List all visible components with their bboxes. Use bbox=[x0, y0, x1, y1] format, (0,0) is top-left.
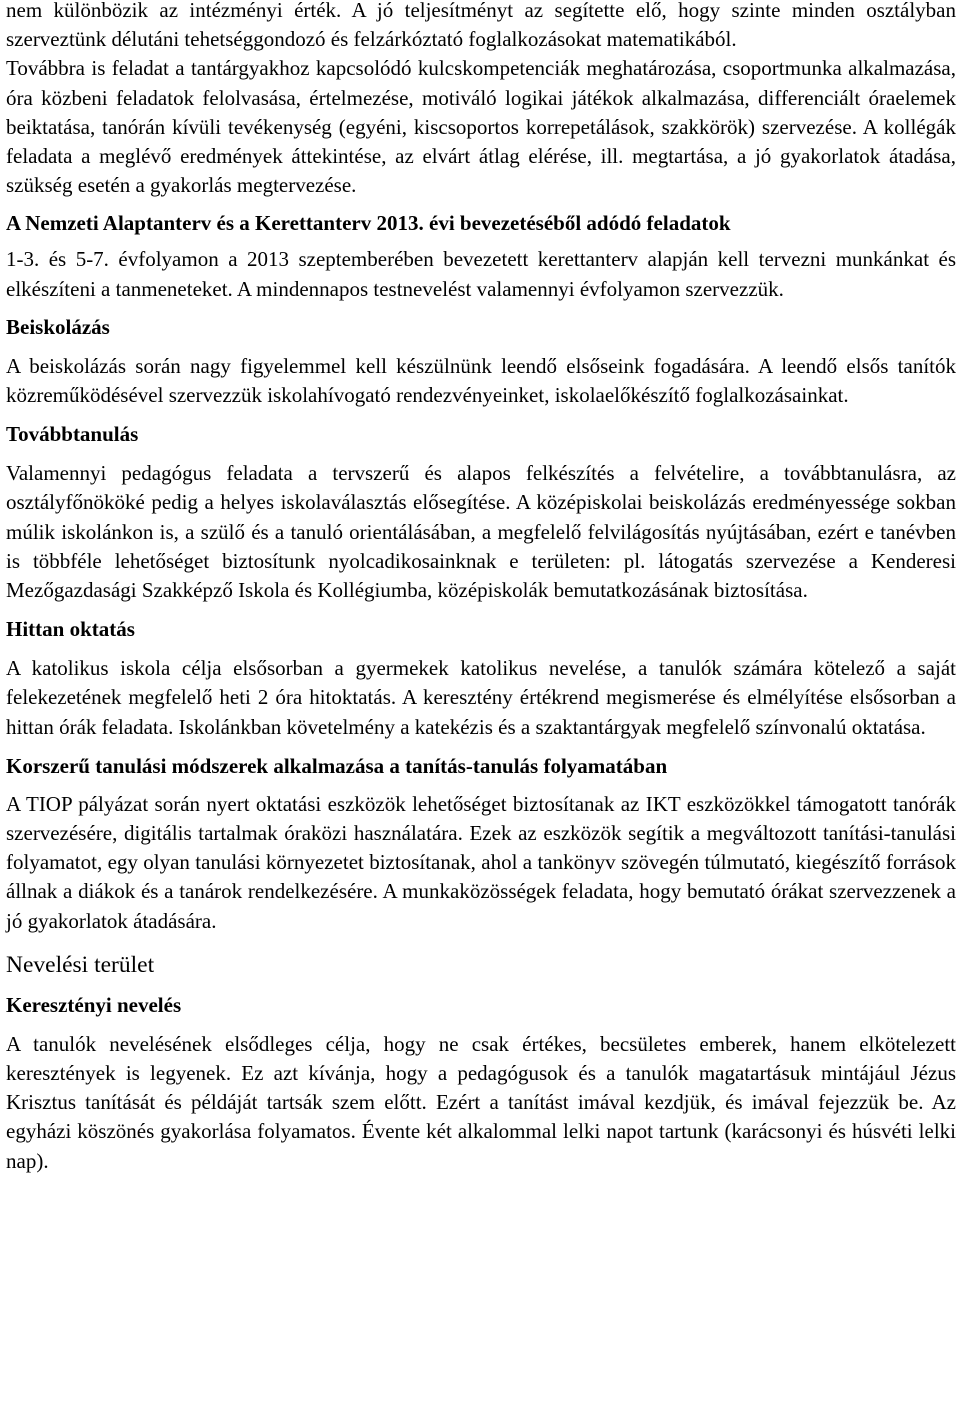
korszeru-heading: Korszerű tanulási módszerek alkalmazása a tanítás-tanulás folyamatában bbox=[6, 753, 668, 778]
tovabbtanulas-heading: Továbbtanulás bbox=[6, 422, 139, 447]
beiskolazas-paragraph: A beiskolázás során nagy figyelemmel kell készülnünk leendő elsőseink fogadására. A leendő elsős tanítók közreműködésével szervezzük iskolahívogató rendezvényeinket, iskolaelőkészítő foglalkozásainkat. bbox=[6, 353, 956, 408]
korszeru-paragraph: A TIOP pályázat során nyert oktatási eszközök lehetőséget biztosítanak az IKT eszközökkel támogatott tanórák szervezésére, digitális tartalmak óraközi használatára. Ezek az eszközök segítik a megváltozott tanítási-tanulási folyamatot, egy olyan tanulási környezetet biztosítanak, ahol a tankönyv szövegén túlmutató, kiegészítő források állnak a diákok és a tanárok rendelkezésére. A munkaközösségek feladata, hogy bemutató órákat szervezzenek a jó gyakorlatok átadására. bbox=[6, 791, 956, 933]
neveles-heading: Nevelési terület bbox=[6, 951, 155, 978]
hittan-paragraph: A katolikus iskola célja elsősorban a gyermekek katolikus nevelése, a tanulók számára kötelező a saját felekezetének megfelelő heti 2 óra hitoktatás. A keresztény értékrend megismerése és elmélyítése elsősorban a hittan órák feladata. Iskolánkban követelmény a katekézis és a szaktantárgyak megfelelő színvonalú oktatása. bbox=[6, 656, 956, 739]
document-page bbox=[6, 0, 956, 1176]
hittan-heading: Hittan oktatás bbox=[6, 617, 135, 642]
beiskolazas-heading: Beiskolázás bbox=[6, 314, 110, 339]
tasks-paragraph: Továbbra is feladat a tantárgyakhoz kapcsolódó kulcskompetenciák meghatározása, csoportmunka alkalmazása, óra közbeni feladatok felolvasása, értelmezése, motiváló logikai játékok alkalmazása, differenciált óraelemek beiktatása, tanórán kívüli tevékenység (egyéni, kiscsoportos korrepetálások, szakkörök) szervezése. A kollégák feladata a meglévő eredmények áttekintése, az elvárt átlag elérése, ill. megtartása, a jó gyakorlatok átadása, szükség esetén a gyakorlás megtervezése. bbox=[6, 56, 956, 198]
kereszteny-neveles-heading: Keresztényi nevelés bbox=[6, 992, 182, 1017]
kereszteny-neveles-paragraph: A tanulók nevelésének elsődleges célja, hogy ne csak értékes, becsületes emberek, hanem elkötelezett keresztények is legyenek. Ez azt kívánja, hogy a pedagógusok és a tanulók magatartásuk mintájául Jézus Krisztus tanítását és példáját tartsák szem előtt. Ezért a tanítást imával kezdjük, és imával fejezzük be. Az egyházi köszönés gyakorlása folyamatos. Évente két alkalommal lelki napot tartunk (karácsonyi és húsvéti lelki nap). bbox=[6, 1031, 956, 1173]
intro-continuation-paragraph: nem különbözik az intézményi érték. A jó teljesítményt az segítette elő, hogy szinte minden osztályban szerveztünk délutáni tehetséggondozó és felzárkóztató foglalkozásokat matematikából. bbox=[6, 0, 956, 52]
nat-paragraph: 1-3. és 5-7. évfolyamon a 2013 szeptemberében bevezetett kerettanterv alapján kell tervezni munkánkat és elkészíteni a tanmeneteket. A mindennapos testnevelést valamennyi évfolyamon szervezzük. bbox=[6, 247, 956, 301]
tovabbtanulas-paragraph: Valamennyi pedagógus feladata a tervszerű és alapos felkészítés a felvételire, a továbbtanulásra, az osztályfőnököké pedig a helyes iskolaválasztás elősegítése. A középiskolai beiskolázás eredményessége sokban múlik iskolánkon is, a szülő és a tanuló orientálásában, a megfelelő felvilágosítás nyújtásában, ezért e tanévben is többféle lehetőséget biztosítunk nyolcadikosainknak e területen: pl. látogatás szervezése a Kenderesi Mezőgazdasági Szakképző Iskola és Kollégiumba, középiskolák bemutatkozásának biztosítása. bbox=[6, 461, 956, 603]
nat-heading: A Nemzeti Alaptanterv és a Kerettanterv 2013. évi bevezetéséből adódó feladatok bbox=[6, 211, 731, 236]
